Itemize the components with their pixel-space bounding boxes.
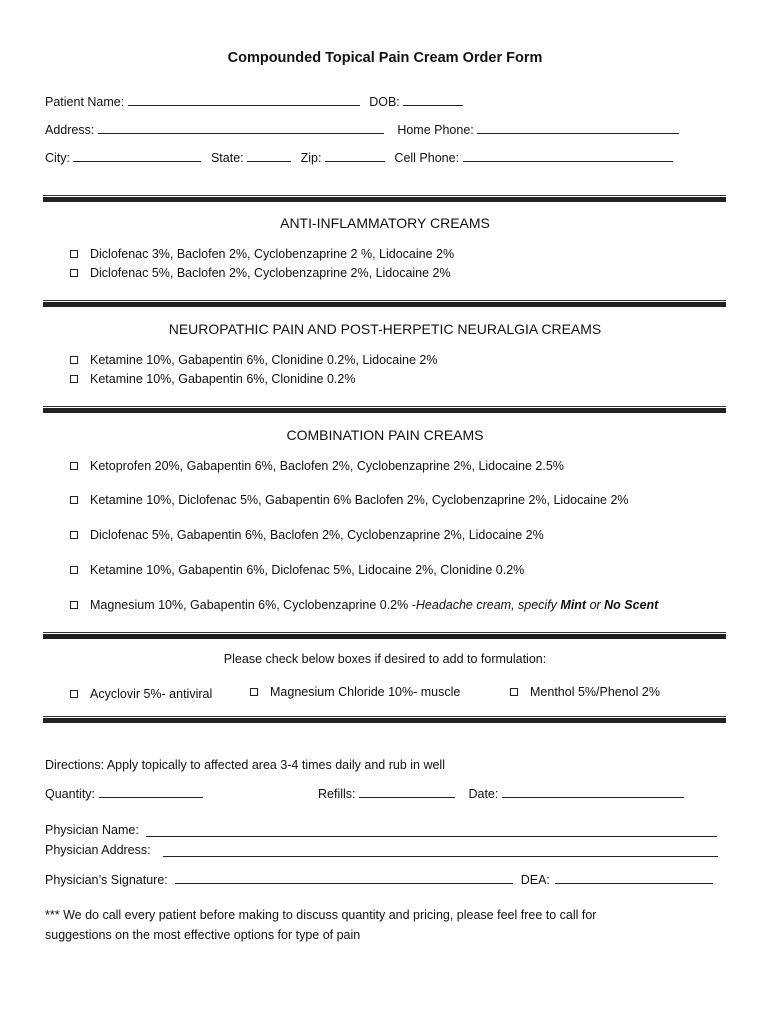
checkbox[interactable] xyxy=(70,356,78,364)
zip-label: Zip: xyxy=(300,151,322,165)
dea-field[interactable] xyxy=(555,870,713,884)
anti-inflammatory-option-2[interactable]: Diclofenac 5%, Baclofen 2%, Cyclobenzaprine 2%, Lidocaine 2% xyxy=(70,264,451,282)
section-divider xyxy=(43,406,726,413)
quantity-label: Quantity: xyxy=(45,787,96,801)
section-divider xyxy=(43,716,726,723)
checkbox[interactable] xyxy=(70,690,78,698)
combination-option-5[interactable]: Magnesium 10%, Gabapentin 6%, Cyclobenzaprine 0.2% -Headache cream, specify Mint or No Scent xyxy=(70,596,658,614)
address-field[interactable] xyxy=(98,120,384,134)
mint-option: Mint xyxy=(560,598,587,612)
patient-name-field[interactable] xyxy=(128,92,360,106)
checkbox[interactable] xyxy=(70,566,78,574)
dob-label: DOB: xyxy=(369,95,400,109)
address-label: Address: xyxy=(45,123,95,137)
checkbox[interactable] xyxy=(70,462,78,470)
refills-row xyxy=(318,784,690,802)
neuropathic-title: NEUROPATHIC PAIN AND POST-HERPETIC NEURALGIA CREAMS xyxy=(168,321,602,337)
section-divider xyxy=(43,632,726,639)
cell-phone-field[interactable] xyxy=(463,148,673,162)
section-divider xyxy=(43,300,726,307)
combination-option-4[interactable]: Ketamine 10%, Gabapentin 6%, Diclofenac 5%, Lidocaine 2%, Clonidine 0.2% xyxy=(70,561,524,579)
neuropathic-option-1[interactable]: Ketamine 10%, Gabapentin 6%, Clonidine 0.2%, Lidocaine 2% xyxy=(70,351,437,369)
checkbox[interactable] xyxy=(70,375,78,383)
physician-address-field[interactable] xyxy=(163,855,718,857)
home-phone-label: Home Phone: xyxy=(397,123,474,137)
addition-acyclovir[interactable]: Acyclovir 5%- antiviral xyxy=(70,685,212,703)
city-label: City: xyxy=(45,151,70,165)
city-row xyxy=(45,148,679,166)
checkbox[interactable] xyxy=(250,688,258,696)
form-title: Compounded Topical Pain Cream Order Form xyxy=(227,50,543,66)
refills-label: Refills: xyxy=(318,787,356,801)
patient-name-label: Patient Name: xyxy=(45,95,125,109)
quantity-row xyxy=(45,784,209,802)
checkbox[interactable] xyxy=(70,601,78,609)
physician-address-label: Physician Address: xyxy=(45,843,151,857)
state-field[interactable] xyxy=(247,148,291,162)
addition-magnesium-chloride[interactable]: Magnesium Chloride 10%- muscle xyxy=(250,683,460,701)
checkbox[interactable] xyxy=(70,496,78,504)
date-label: Date: xyxy=(468,787,499,801)
physician-address-row xyxy=(45,841,151,859)
combination-option-2[interactable]: Ketamine 10%, Diclofenac 5%, Gabapentin 6% Baclofen 2%, Cyclobenzaprine 2%, Lidocaine 2% xyxy=(70,491,629,509)
zip-field[interactable] xyxy=(325,148,385,162)
checkbox[interactable] xyxy=(70,250,78,258)
cell-phone-label: Cell Phone: xyxy=(394,151,460,165)
date-field[interactable] xyxy=(502,784,684,798)
physician-signature-label: Physician’s Signature: xyxy=(45,873,168,887)
addition-menthol-phenol[interactable]: Menthol 5%/Phenol 2% xyxy=(510,683,660,701)
section-divider xyxy=(43,195,726,202)
additions-note: Please check below boxes if desired to add to formulation: xyxy=(223,652,547,666)
combination-option-1[interactable]: Ketoprofen 20%, Gabapentin 6%, Baclofen 2%, Cyclobenzaprine 2%, Lidocaine 2.5% xyxy=(70,457,564,475)
physician-signature-field[interactable] xyxy=(175,870,513,884)
neuropathic-option-2[interactable]: Ketamine 10%, Gabapentin 6%, Clonidine 0.2% xyxy=(70,370,355,388)
physician-name-label: Physician Name: xyxy=(45,823,139,837)
anti-inflammatory-option-1[interactable]: Diclofenac 3%, Baclofen 2%, Cyclobenzaprine 2 %, Lidocaine 2% xyxy=(70,245,454,263)
physician-signature-row xyxy=(45,870,719,888)
checkbox[interactable] xyxy=(70,269,78,277)
checkbox[interactable] xyxy=(510,688,518,696)
footer-note-line-1: *** We do call every patient before making to discuss quantity and pricing, please feel free to call for xyxy=(45,908,597,922)
quantity-field[interactable] xyxy=(99,784,203,798)
anti-inflammatory-title: ANTI-INFLAMMATORY CREAMS xyxy=(280,215,490,231)
state-label: State: xyxy=(210,151,244,165)
directions-text: Directions: Apply topically to affected area 3-4 times daily and rub in well xyxy=(45,758,445,772)
footer-note-line-2: suggestions on the most effective options for type of pain xyxy=(45,928,361,942)
no-scent-option: No Scent xyxy=(604,598,659,612)
combination-title: COMBINATION PAIN CREAMS xyxy=(286,427,484,443)
patient-name-row xyxy=(45,92,469,110)
combination-option-3[interactable]: Diclofenac 5%, Gabapentin 6%, Baclofen 2%, Cyclobenzaprine 2%, Lidocaine 2% xyxy=(70,526,544,544)
home-phone-field[interactable] xyxy=(477,120,679,134)
city-field[interactable] xyxy=(73,148,201,162)
physician-name-field[interactable] xyxy=(146,835,717,837)
dea-label: DEA: xyxy=(520,873,550,887)
dob-field[interactable] xyxy=(403,92,463,106)
refills-field[interactable] xyxy=(359,784,455,798)
checkbox[interactable] xyxy=(70,531,78,539)
address-row xyxy=(45,120,685,138)
